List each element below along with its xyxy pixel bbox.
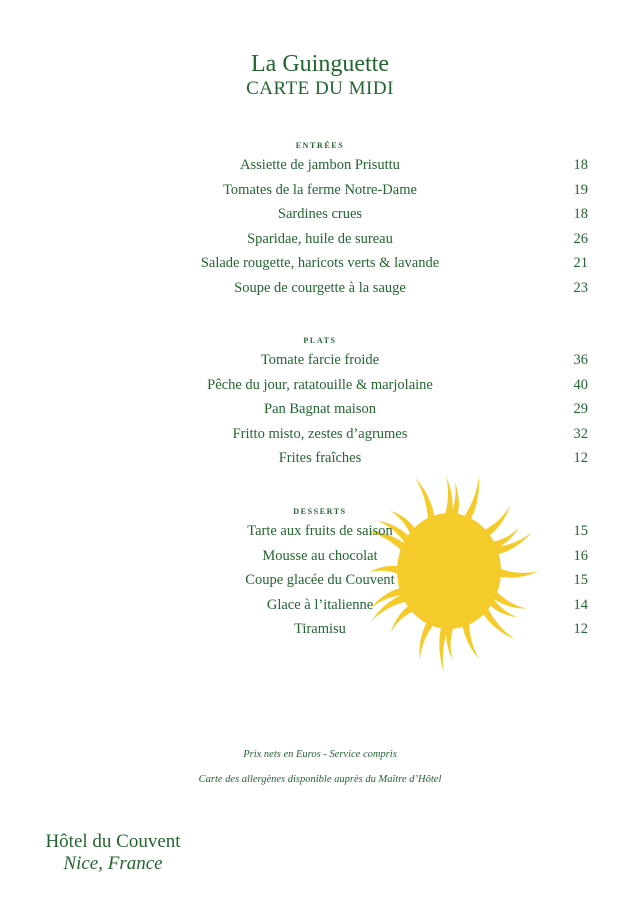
item-name: Sparidae, huile de sureau	[247, 230, 393, 247]
item-price: 14	[573, 596, 588, 613]
item-name: Tomate farcie froide	[260, 352, 380, 368]
item-name: Sardines crues	[277, 206, 363, 222]
allergen-note: Carte des allergènes disponible auprès du Maître d’Hôtel	[198, 774, 442, 785]
item-price: 18	[573, 206, 588, 222]
menu-header	[0, 50, 640, 100]
item-price: 23	[573, 279, 588, 296]
item-name: Pan Bagnat maison	[264, 401, 376, 417]
item-price: 16	[573, 547, 588, 564]
section-plats	[0, 334, 640, 471]
menu-item	[0, 202, 640, 227]
menu-item	[0, 568, 640, 593]
item-price: 18	[573, 157, 588, 173]
hotel-city: Nice, France	[63, 853, 163, 874]
item-name: Pêche du jour, ratatouille & marjolaine	[207, 376, 433, 393]
hotel-name: Hôtel du Couvent	[45, 831, 181, 852]
item-name: Tiramisu	[294, 621, 346, 637]
menu-item	[0, 276, 640, 301]
footer-notes	[0, 745, 640, 795]
menu-item	[0, 519, 640, 544]
menu-item	[0, 422, 640, 447]
menu-item	[0, 593, 640, 618]
item-price: 26	[573, 230, 588, 247]
item-price: 36	[573, 352, 588, 368]
section-title-entrees: ENTRÉES	[295, 141, 345, 150]
menu-item	[0, 544, 640, 569]
item-name: Glace à l’italienne	[266, 596, 374, 613]
menu-item	[0, 446, 640, 471]
item-name: Frites fraîches	[278, 450, 362, 466]
plats-list	[0, 348, 640, 471]
hotel-signature	[33, 831, 193, 875]
menu-item	[0, 617, 640, 642]
item-name: Soupe de courgette à la sauge	[234, 279, 406, 296]
menu-item	[0, 373, 640, 398]
restaurant-name: La Guinguette	[251, 51, 389, 77]
item-name: Salade rougette, haricots verts & lavande	[200, 255, 440, 271]
section-title-desserts: DESSERTS	[293, 507, 347, 516]
item-name: Assiette de jambon Prisuttu	[240, 157, 400, 173]
item-price: 19	[573, 181, 588, 198]
desserts-list	[0, 519, 640, 642]
section-title-plats: PLATS	[303, 336, 337, 345]
menu-item	[0, 153, 640, 178]
entrees-list	[0, 153, 640, 300]
menu-title: CARTE DU MIDI	[246, 78, 394, 99]
item-name: Tomates de la ferme Notre-Dame	[223, 181, 417, 198]
item-name: Coupe glacée du Couvent	[245, 572, 395, 588]
item-price: 29	[573, 401, 588, 417]
menu-item	[0, 178, 640, 203]
menu-item	[0, 227, 640, 252]
item-name: Mousse au chocolat	[262, 547, 378, 564]
section-desserts	[0, 505, 640, 642]
item-price: 21	[573, 255, 588, 271]
item-name: Fritto misto, zestes d’agrumes	[232, 425, 408, 442]
item-price: 12	[573, 621, 588, 637]
section-entrees	[0, 139, 640, 300]
menu-item	[0, 348, 640, 373]
item-price: 15	[573, 572, 588, 588]
item-price: 32	[573, 425, 588, 442]
item-price: 12	[573, 450, 588, 466]
price-note: Prix nets en Euros - Service compris	[243, 749, 397, 760]
item-name: Tarte aux fruits de saison	[247, 523, 393, 539]
menu-item	[0, 251, 640, 276]
item-price: 15	[573, 523, 588, 539]
item-price: 40	[573, 376, 588, 393]
menu-item	[0, 397, 640, 422]
